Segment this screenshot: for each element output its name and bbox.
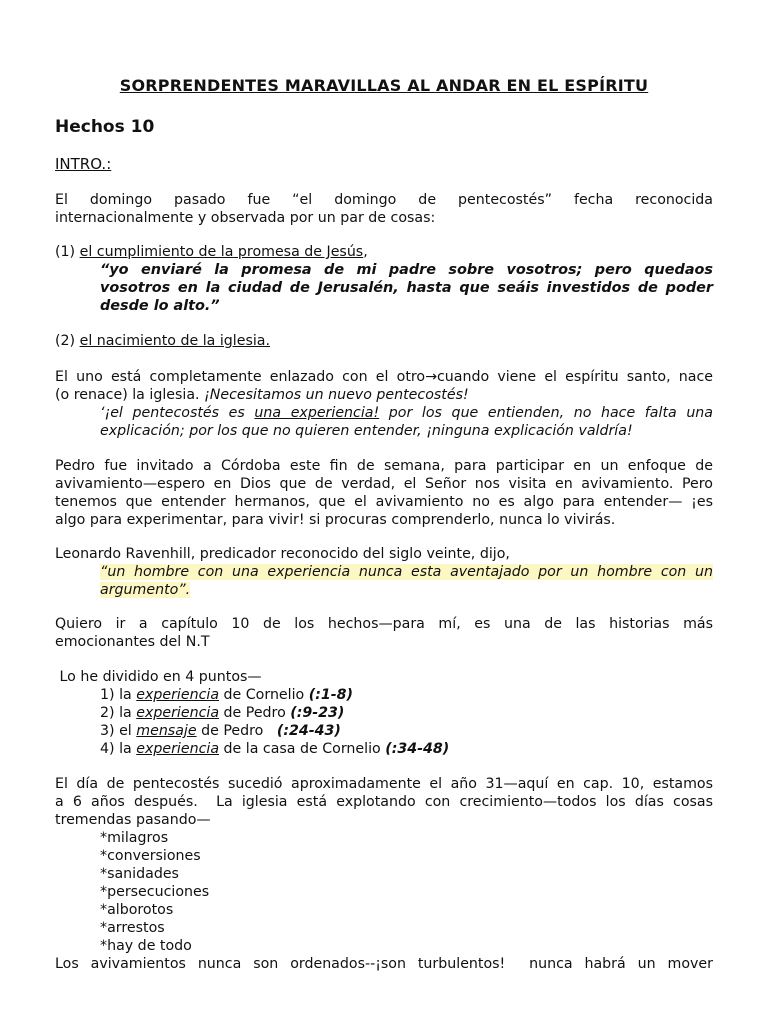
highlighted-text: argumento”.	[100, 582, 191, 598]
list-item	[100, 722, 713, 740]
list-item: *persecuciones	[100, 884, 210, 900]
text-span: una experiencia!	[254, 405, 380, 421]
item-label: el cumplimiento de la promesa de Jesús	[79, 244, 364, 260]
point-promise	[55, 243, 713, 315]
text-line	[55, 332, 713, 350]
quote-line	[100, 581, 713, 599]
scripture-reference: Hechos 10	[55, 117, 155, 137]
list-item	[100, 740, 713, 758]
item-label: el nacimiento de la iglesia.	[79, 333, 270, 349]
quote-line	[100, 563, 713, 581]
text-span: de Cornelio	[219, 687, 309, 703]
list-item: *sanidades	[100, 866, 179, 882]
points-list	[55, 686, 713, 758]
text-line: internacionalmente y observada por un par de cosas:	[55, 210, 436, 226]
paragraph-ravenhill	[55, 545, 713, 599]
list-item	[100, 704, 713, 722]
text-span: por los que entienden, no hace falta una	[379, 405, 713, 421]
text-span: ¡Necesitamos un nuevo pentecostés!	[204, 387, 469, 403]
paragraph-chapter	[55, 615, 713, 651]
text-line: Pedro fue invitado a Córdoba este fin de semana, para participar en un enfoque de	[55, 458, 713, 474]
promise-quote	[55, 261, 713, 315]
paragraph-linked	[55, 368, 713, 440]
text-line: El uno está completamente enlazado con el otro→cuando viene el espíritu santo, nace	[55, 369, 713, 385]
text-line: El domingo pasado fue “el domingo de pentecostés” fecha reconocida	[55, 192, 713, 208]
ravenhill-quote	[55, 563, 713, 599]
item-number: (1)	[55, 244, 80, 260]
quote-line: vosotros en la ciudad de Jerusalén, hasta que seáis investidos de poder	[100, 280, 713, 296]
document-title: SORPRENDENTES MARAVILLAS AL ANDAR EN EL ESPÍRITU	[119, 76, 649, 95]
text-span: experiencia	[136, 705, 220, 721]
text-line: Quiero ir a capítulo 10 de los hechos—para mí, es una de las historias más	[55, 616, 713, 632]
text-span: 1) la	[100, 687, 137, 703]
text-span: ‘¡el pentecostés es	[100, 405, 255, 421]
verse-ref: (:1-8)	[308, 687, 354, 703]
text-line: emocionantes del N.T	[55, 634, 210, 650]
experience-quote	[55, 404, 713, 440]
text-line: Leonardo Ravenhill, predicador reconocido del siglo veinte, dijo,	[55, 546, 510, 562]
text-span: experiencia	[136, 687, 220, 703]
list-item	[100, 686, 713, 704]
list-item: *arrestos	[100, 920, 165, 936]
list-item: *milagros	[100, 830, 169, 846]
verse-ref: (:9-23)	[290, 705, 345, 721]
text-line: tremendas pasando—	[55, 812, 211, 828]
text-line: tenemos que entender hermanos, que el avivamiento no es algo para entender— ¡es	[55, 494, 713, 510]
text-line: a 6 años después. La iglesia está explotando con crecimiento—todos los días cosas	[55, 794, 713, 810]
highlighted-text: “un hombre con una experiencia nunca esta aventajado por un hombre con un	[100, 564, 713, 580]
quote-line: “yo enviaré la promesa de mi padre sobre vosotros; pero quedaos	[100, 262, 713, 278]
text-line: Los avivamientos nunca son ordenados--¡son turbulentos! nunca habrá un mover	[55, 956, 713, 972]
text-span: mensaje	[136, 723, 197, 739]
text-span: experiencia	[136, 741, 220, 757]
item-number: (2)	[55, 333, 80, 349]
text-line	[55, 386, 713, 404]
quote-line: explicación; por los que no quieren entender, ¡ninguna explicación valdría!	[100, 423, 633, 439]
text-span: 4) la	[100, 741, 137, 757]
quote-line: desde lo alto.”	[100, 298, 220, 314]
quote-line	[100, 404, 713, 422]
paragraph-pentecost	[55, 191, 713, 227]
text-span: 3) el	[100, 723, 137, 739]
text-line	[55, 243, 713, 261]
verse-ref: (:34-48)	[385, 741, 450, 757]
events-list	[55, 829, 713, 955]
text-span: 2) la	[100, 705, 137, 721]
paragraph-revival	[55, 457, 713, 529]
outline-points	[55, 668, 713, 758]
text-line: algo para experimentar, para vivir! si procuras comprenderlo, nunca lo vivirás.	[55, 512, 616, 528]
text-line: Lo he dividido en 4 puntos—	[55, 669, 262, 685]
text-line: avivamiento—espero en Dios que de verdad, el Señor nos visita en avivamiento. Pero	[55, 476, 713, 492]
text-span: de Pedro	[219, 705, 291, 721]
text-span: de la casa de Cornelio	[219, 741, 386, 757]
point-church-birth	[55, 332, 713, 350]
list-item: *alborotos	[100, 902, 174, 918]
text-span: de Pedro	[196, 723, 277, 739]
intro-heading: INTRO.:	[55, 155, 112, 173]
item-punct: ,	[363, 244, 368, 260]
text-line: El día de pentecostés sucedió aproximadamente el año 31—aquí en cap. 10, estamos	[55, 776, 713, 792]
text-span: (o renace) la iglesia.	[55, 387, 205, 403]
list-item: *conversiones	[100, 848, 201, 864]
paragraph-growth	[55, 775, 713, 973]
list-item: *hay de todo	[100, 938, 192, 954]
verse-ref: (:24-43)	[276, 723, 341, 739]
